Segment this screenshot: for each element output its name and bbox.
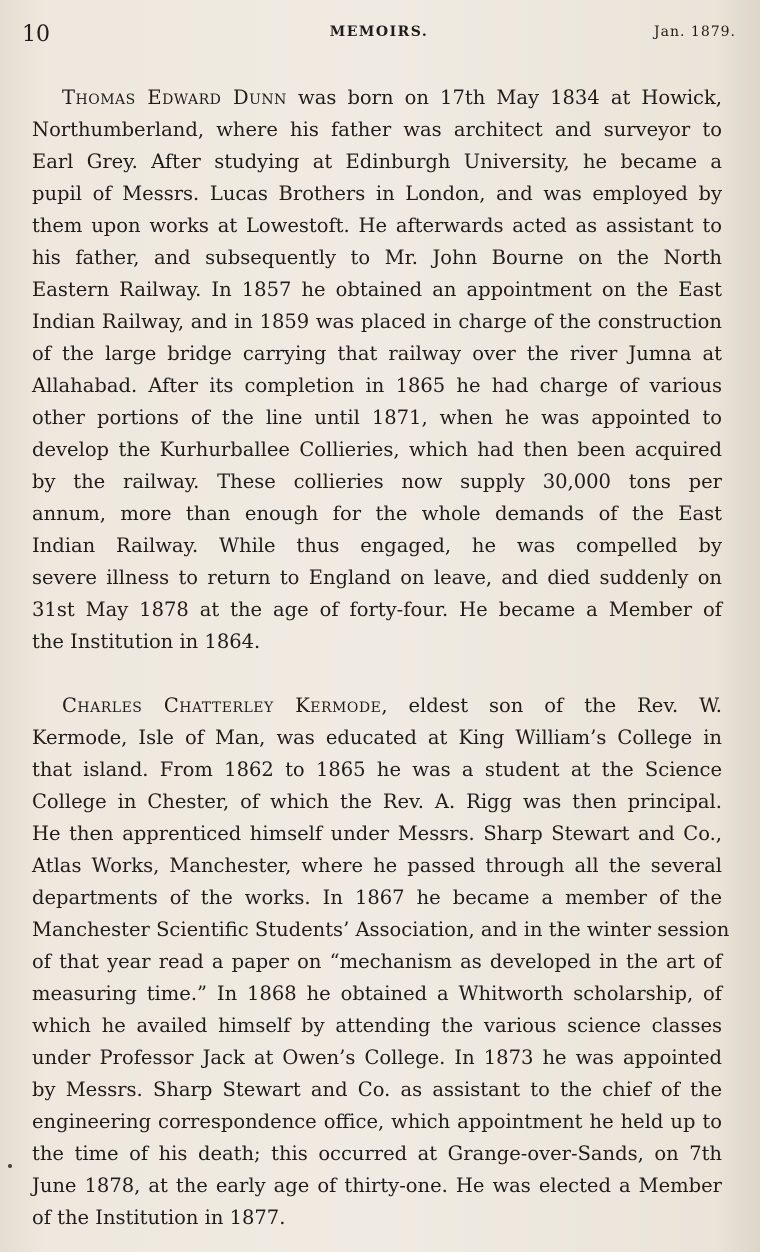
memoir-line: 31st May 1878 at the age of forty-four. He became a Member of (32, 598, 722, 621)
memoir-line: College in Chester, of which the Rev. A. Rigg was then principal. (32, 790, 722, 813)
memoir-line: by Messrs. Sharp Stewart and Co. as assistant to the chief of the (32, 1078, 722, 1101)
memoir-line: of that year read a paper on “mechanism as developed in the art of (32, 950, 722, 973)
memoir-line: Indian Railway, and in 1859 was placed in charge of the construction (32, 310, 722, 333)
page-number: 10 (22, 22, 50, 47)
memoir-line (32, 690, 722, 722)
memoir-line: of the large bridge carrying that railway over the river Jumna at (32, 342, 722, 365)
memoir-line: by the railway. These collieries now supply 30,000 tons per (32, 470, 722, 493)
memoir-line: the time of his death; this occurred at Grange-over-Sands, on 7th (32, 1142, 722, 1165)
memoir-line: under Professor Jack at Owen’s College. In 1873 he was appointed (32, 1046, 722, 1069)
memoir-line: of the Institution in 1877. (32, 1206, 286, 1229)
memoir-line: other portions of the line until 1871, when he was appointed to (32, 406, 722, 429)
margin-speck (8, 1164, 12, 1168)
running-title: MEMOIRS. (329, 24, 429, 40)
memoir-line: annum, more than enough for the whole demands of the East (32, 502, 722, 525)
memoir-subject-name: Charles Chatterley Kermode (62, 694, 382, 717)
memoir-thomas-edward-dunn (32, 82, 722, 658)
memoir-line: Earl Grey. After studying at Edinburgh University, he became a (32, 150, 722, 173)
memoir-line: that island. From 1862 to 1865 he was a student at the Science (32, 758, 722, 781)
memoir-line: departments of the works. In 1867 he became a member of the (32, 886, 722, 909)
memoir-line: his father, and subsequently to Mr. John Bourne on the North (32, 246, 722, 269)
memoir-line: Allahabad. After its completion in 1865 he had charge of various (32, 374, 722, 397)
memoir-line: June 1878, at the early age of thirty-one. He was elected a Member (32, 1174, 722, 1197)
memoir-subject-name: Thomas Edward Dunn (62, 86, 287, 109)
memoir-line: Northumberland, where his father was architect and surveyor to (32, 118, 722, 141)
memoir-line: Manchester Scientific Students’ Association, and in the winter session (32, 918, 730, 941)
memoir-line: severe illness to return to England on leave, and died suddenly on (32, 566, 722, 589)
memoir-line: Eastern Railway. In 1857 he obtained an appointment on the East (32, 278, 722, 301)
memoir-line: Indian Railway. While thus engaged, he was compelled by (32, 534, 722, 557)
memoir-line: measuring time.” In 1868 he obtained a Whitworth scholarship, of (32, 982, 722, 1005)
memoir-line: them upon works at Lowestoft. He afterwards acted as assistant to (32, 214, 722, 237)
memoir-line: develop the Kurhurballee Collieries, which had then been acquired (32, 438, 722, 461)
memoir-line: He then apprenticed himself under Messrs. Sharp Stewart and Co., (32, 822, 722, 845)
memoir-line-text: was born on 17th May 1834 at Howick, (286, 86, 722, 109)
memoir-line: which he availed himself by attending the various science classes (32, 1014, 722, 1037)
page-header (22, 20, 736, 52)
memoir-line: Kermode, Isle of Man, was educated at King William’s College in (32, 726, 722, 749)
running-date: Jan. 1879. (654, 24, 736, 40)
memoir-line-text: , eldest son of the Rev. W. (381, 694, 722, 717)
memoir-line (32, 82, 722, 114)
memoir-line: pupil of Messrs. Lucas Brothers in London, and was employed by (32, 182, 722, 205)
memoir-line: engineering correspondence office, which appointment he held up to (32, 1110, 722, 1133)
memoir-line: Atlas Works, Manchester, where he passed through all the several (32, 854, 722, 877)
memoir-line: the Institution in 1864. (32, 630, 261, 653)
memoir-charles-chatterley-kermode (32, 690, 730, 1234)
